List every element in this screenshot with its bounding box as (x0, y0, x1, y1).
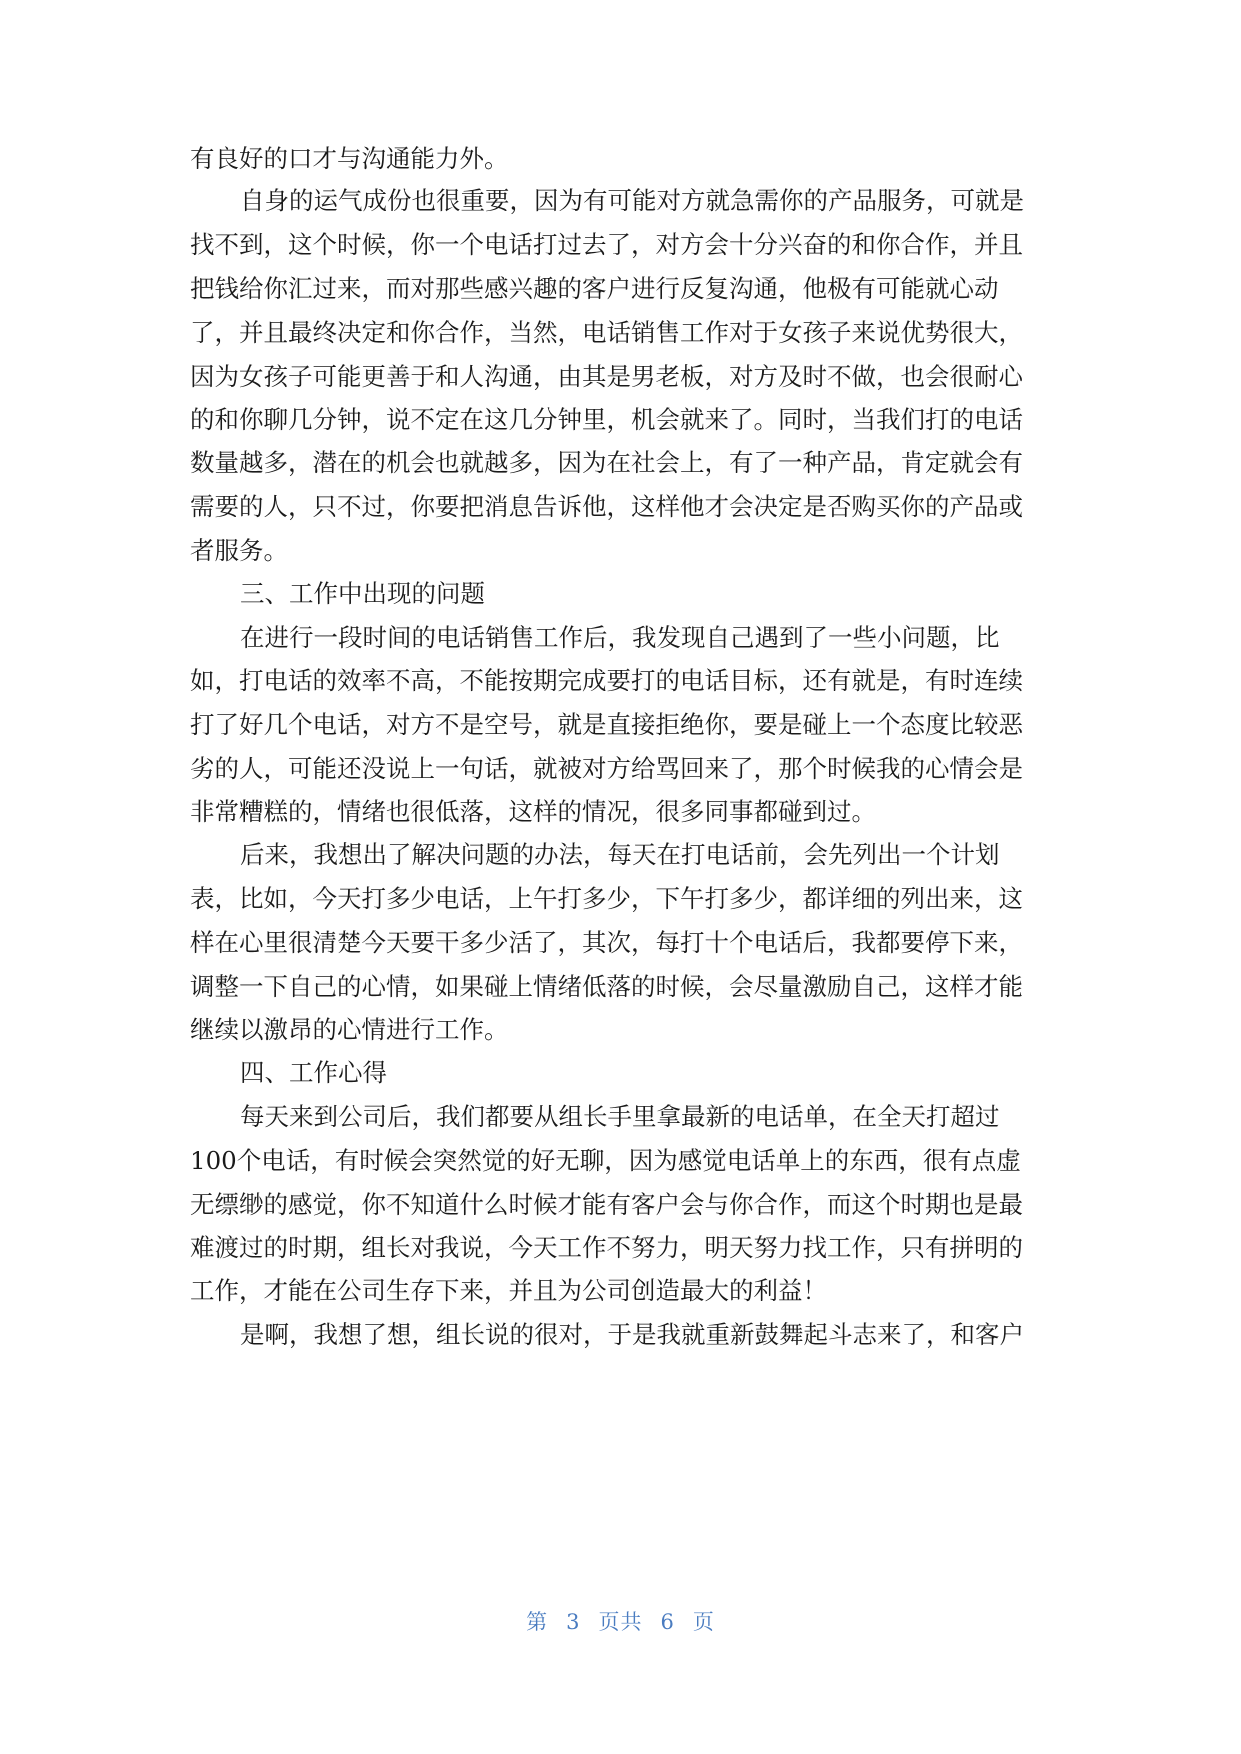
section-heading: 三、工作中出现的问题 (240, 579, 485, 608)
text-line: 样在心里很清楚今天要干多少活了，其次，每打十个电话后，我都要停下来， (190, 928, 1023, 957)
text-line: 打了好几个电话，对方不是空号，就是直接拒绝你，要是碰上一个态度比较恶 (190, 710, 1023, 739)
text-line: 调整一下自己的心情，如果碰上情绪低落的时候，会尽量激励自己，这样才能 (190, 972, 1023, 1001)
text-line: 工作，才能在公司生存下来，并且为公司创造最大的利益！ (190, 1276, 827, 1305)
footer-label-page: 第 (526, 1610, 549, 1634)
text-line: 如，打电话的效率不高，不能按期完成要打的电话目标，还有就是，有时连续 (190, 666, 1023, 695)
text-line: 表，比如，今天打多少电话，上午打多少，下午打多少，都详细的列出来，这 (190, 884, 1023, 913)
page-footer (0, 1607, 1241, 1637)
text-line: 需要的人，只不过，你要把消息告诉他，这样他才会决定是否购买你的产品或 (190, 492, 1023, 521)
text-line: 数量越多，潜在的机会也就越多，因为在社会上，有了一种产品，肯定就会有 (190, 448, 1023, 477)
text-line: 的和你聊几分钟，说不定在这几分钟里，机会就来了。同时，当我们打的电话 (190, 405, 1023, 434)
text-line: 在进行一段时间的电话销售工作后，我发现自己遇到了一些小问题，比 (240, 623, 1000, 652)
section-heading: 四、工作心得 (240, 1058, 387, 1087)
text-line: 难渡过的时期，组长对我说，今天工作不努力，明天努力找工作，只有拼明的 (190, 1233, 1023, 1262)
text-line: 非常糟糕的，情绪也很低落，这样的情况，很多同事都碰到过。 (190, 797, 876, 826)
text-line: 把钱给你汇过来，而对那些感兴趣的客户进行反复沟通，他极有可能就心动 (190, 274, 999, 303)
text-line: 劣的人，可能还没说上一句话，就被对方给骂回来了，那个时候我的心情会是 (190, 754, 1023, 783)
footer-label-of: 页共 (598, 1610, 643, 1634)
text-line: 后来，我想出了解决问题的办法，每天在打电话前，会先列出一个计划 (240, 840, 1000, 869)
text-line: 是啊，我想了想，组长说的很对，于是我就重新鼓舞起斗志来了，和客户 (240, 1320, 1024, 1349)
text-line: 找不到，这个时候，你一个电话打过去了，对方会十分兴奋的和你合作，并且 (190, 230, 1023, 259)
footer-current-page: 3 (566, 1610, 581, 1634)
text-line: 有良好的口才与沟通能力外。 (190, 144, 509, 173)
text-line: 继续以激昂的心情进行工作。 (190, 1015, 509, 1044)
text-line: 者服务。 (190, 536, 288, 565)
text-line: 100个电话，有时候会突然觉的好无聊，因为感觉电话单上的东西，很有点虚 (190, 1146, 1021, 1175)
footer-label-end: 页 (692, 1610, 715, 1634)
text-line: 每天来到公司后，我们都要从组长手里拿最新的电话单，在全天打超过 (240, 1102, 1000, 1131)
text-line: 自身的运气成份也很重要，因为有可能对方就急需你的产品服务，可就是 (240, 186, 1024, 215)
text-line: 因为女孩子可能更善于和人沟通，由其是男老板，对方及时不做，也会很耐心 (190, 362, 1023, 391)
text-line: 了，并且最终决定和你合作，当然，电话销售工作对于女孩子来说优势很大， (190, 318, 1023, 347)
text-line: 无缥缈的感觉，你不知道什么时候才能有客户会与你合作，而这个时期也是最 (190, 1190, 1023, 1219)
footer-total-pages: 6 (660, 1610, 675, 1634)
